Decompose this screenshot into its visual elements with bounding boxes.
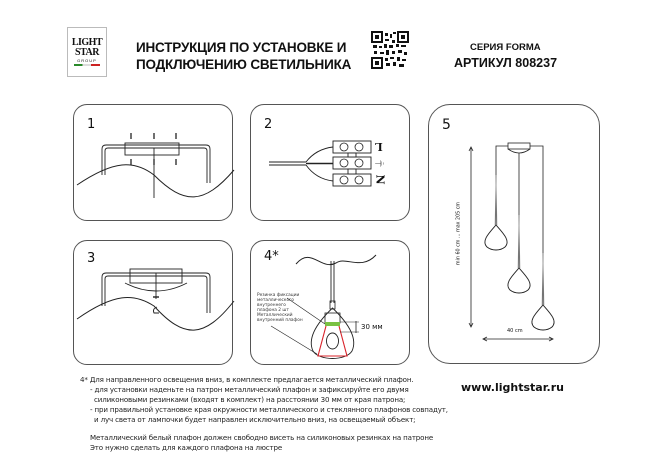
article-number: АРТИКУЛ 808237	[454, 56, 558, 70]
note-line-1: 4* Для направленного освещения вниз, в комплекте предлагается металлический плафон.	[80, 375, 414, 384]
rubber-ring-green	[325, 322, 340, 326]
step-2-panel	[250, 104, 410, 221]
step-4-panel	[250, 240, 410, 365]
installation-note	[80, 375, 448, 453]
title-line-2: ПОДКЛЮЧЕНИЮ СВЕТИЛЬНИКА	[136, 57, 352, 72]
qr-code-icon	[372, 32, 408, 68]
step-3-number: 3	[87, 251, 96, 266]
step-1-mounting-bracket-illustration	[74, 105, 234, 222]
note-line-6: Металлический белый плафон должен свободно висеть на силиконовых резинках на патроне	[90, 433, 434, 442]
rubber-ring-label: Резинка фиксации металлического внутреннего плафона 2 шт	[257, 293, 300, 313]
step-5-number: 5	[442, 117, 451, 133]
series-label: СЕРИЯ FORMA	[470, 42, 541, 53]
metal-inner-shade-red	[318, 326, 347, 356]
website-link[interactable]: www.lightstar.ru	[461, 381, 564, 394]
note-line-3: силиконовыми резинками (входят в комплект) на расстоянии 30 мм от края патрона;	[94, 395, 406, 404]
step-1-panel	[73, 104, 233, 221]
inner-shade-label: Металлический внутренний плафон	[257, 313, 303, 323]
width-label: 40 cm	[507, 328, 523, 334]
logo-line2: STAR	[75, 47, 99, 58]
logo-line3: GROUP	[77, 58, 97, 63]
step-1-number: 1	[87, 117, 96, 132]
note-line-2: - для установки наденьте на патрон металлический плафон и зафиксируйте его двумя	[90, 385, 409, 394]
step-2-terminal-block-illustration	[251, 105, 411, 222]
note-line-7: Это нужно сделать для каждого плафона на люстре	[90, 443, 283, 452]
note-line-5: и луч света от лампочки будет направлен исключительно вниз, на освещаемый объект;	[94, 415, 416, 424]
logo-flag-stripe	[74, 64, 100, 66]
terminal-label-n: N	[373, 174, 387, 185]
step-2-number: 2	[264, 117, 273, 132]
lightstar-logo	[67, 27, 107, 77]
title-line-1: ИНСТРУКЦИЯ ПО УСТАНОВКЕ И	[136, 40, 347, 55]
height-range-label: min 60 cm ... max 205 cm	[456, 201, 462, 266]
terminal-label-ground-icon: ⏚	[375, 158, 387, 169]
step-5-pendant-dimensions-illustration	[429, 105, 601, 365]
dimension-30mm: 30 мм	[361, 323, 383, 331]
note-line-4: - при правильной установке края окружности металлического и стеклянного плафонов совпадут,	[90, 405, 448, 414]
terminal-label-l: L	[375, 140, 383, 153]
logo-line1: LIGHT	[71, 37, 103, 48]
step-3-canopy-mounting-illustration	[74, 241, 234, 366]
step-3-panel	[73, 240, 233, 365]
page-title	[136, 39, 351, 73]
step-4-number: 4*	[264, 249, 279, 264]
step-5-panel	[428, 104, 600, 364]
